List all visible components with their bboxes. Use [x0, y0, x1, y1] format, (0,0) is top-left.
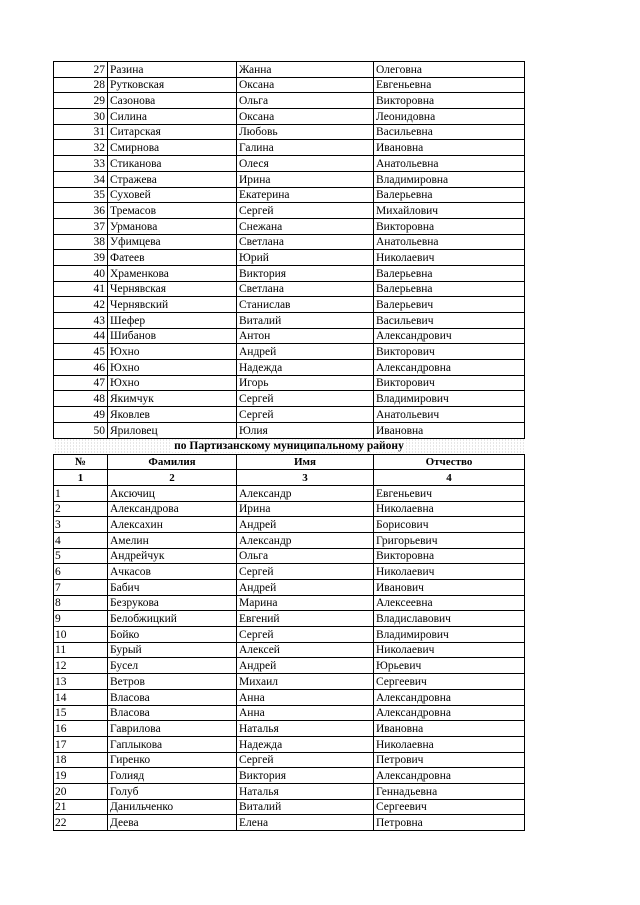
table-row [54, 62, 525, 78]
row-number-cell: 29 [54, 93, 108, 109]
name-cell: Юрий [237, 250, 374, 266]
surname-cell: Шибанов [108, 328, 237, 344]
bottom-table-body [54, 485, 525, 830]
row-number-cell: 5 [54, 548, 108, 564]
row-number-cell: 37 [54, 218, 108, 234]
region-title-text: по Партизанскому муниципальному району [174, 439, 404, 452]
name-cell: Андрей [237, 517, 374, 533]
name-cell: Надежда [237, 736, 374, 752]
row-number-cell: 21 [54, 799, 108, 815]
row-number-cell: 47 [54, 375, 108, 391]
header-row [54, 454, 525, 470]
surname-cell: Бусел [108, 658, 237, 674]
patronymic-cell: Владимировна [374, 171, 525, 187]
patronymic-cell: Олеговна [374, 62, 525, 78]
name-cell: Анна [237, 689, 374, 705]
table-row [54, 313, 525, 329]
column-number-4: 4 [374, 470, 525, 486]
table-row [54, 281, 525, 297]
patronymic-cell: Геннадьевна [374, 783, 525, 799]
name-cell: Галина [237, 140, 374, 156]
name-cell: Любовь [237, 124, 374, 140]
row-number-cell: 4 [54, 532, 108, 548]
row-number-cell: 40 [54, 265, 108, 281]
row-number-cell: 11 [54, 642, 108, 658]
surname-cell: Гаврилова [108, 721, 237, 737]
patronymic-cell: Борисович [374, 517, 525, 533]
row-number-cell: 18 [54, 752, 108, 768]
patronymic-cell: Александрович [374, 328, 525, 344]
table-row [54, 721, 525, 737]
table-row [54, 517, 525, 533]
header-surname: Фамилия [108, 454, 237, 470]
surname-cell: Аксючиц [108, 485, 237, 501]
patronymic-cell: Ивановна [374, 140, 525, 156]
table-row [54, 93, 525, 109]
table-row [54, 265, 525, 281]
name-cell: Сергей [237, 564, 374, 580]
surname-cell: Сазонова [108, 93, 237, 109]
surname-cell: Чернявская [108, 281, 237, 297]
name-cell: Светлана [237, 281, 374, 297]
patronymic-cell: Александровна [374, 689, 525, 705]
table-row [54, 344, 525, 360]
surname-cell: Уфимцева [108, 234, 237, 250]
patronymic-cell: Евгеньевич [374, 485, 525, 501]
header-name: Имя [237, 454, 374, 470]
row-number-cell: 1 [54, 485, 108, 501]
patronymic-cell: Васильевна [374, 124, 525, 140]
row-number-cell: 20 [54, 783, 108, 799]
region-title [54, 438, 525, 454]
patronymic-cell: Александровна [374, 360, 525, 376]
patronymic-cell: Григорьевич [374, 532, 525, 548]
name-cell: Виктория [237, 265, 374, 281]
patronymic-cell: Евгеньевна [374, 77, 525, 93]
name-cell: Елена [237, 815, 374, 831]
name-cell: Андрей [237, 580, 374, 596]
table-row [54, 752, 525, 768]
name-cell: Ирина [237, 501, 374, 517]
row-number-cell: 14 [54, 689, 108, 705]
row-number-cell: 22 [54, 815, 108, 831]
name-cell: Александр [237, 532, 374, 548]
surname-cell: Амелин [108, 532, 237, 548]
surname-cell: Андрейчук [108, 548, 237, 564]
table-row [54, 580, 525, 596]
row-number-cell: 2 [54, 501, 108, 517]
name-cell: Виталий [237, 799, 374, 815]
row-number-cell: 43 [54, 313, 108, 329]
surname-cell: Разина [108, 62, 237, 78]
name-cell: Оксана [237, 77, 374, 93]
name-cell: Ирина [237, 171, 374, 187]
row-number-cell: 30 [54, 109, 108, 125]
name-cell: Снежана [237, 218, 374, 234]
patronymic-cell: Петровна [374, 815, 525, 831]
row-number-cell: 9 [54, 611, 108, 627]
name-cell: Михаил [237, 674, 374, 690]
patronymic-cell: Николаевна [374, 501, 525, 517]
table-row [54, 627, 525, 643]
name-cell: Надежда [237, 360, 374, 376]
row-number-cell: 41 [54, 281, 108, 297]
names-table [53, 61, 525, 831]
name-cell: Антон [237, 328, 374, 344]
column-number-3: 3 [237, 470, 374, 486]
row-number-cell: 33 [54, 156, 108, 172]
name-cell: Андрей [237, 344, 374, 360]
header-number: № [54, 454, 108, 470]
row-number-cell: 50 [54, 422, 108, 438]
name-cell: Светлана [237, 234, 374, 250]
surname-cell: Храменкова [108, 265, 237, 281]
table-row [54, 815, 525, 831]
surname-cell: Смирнова [108, 140, 237, 156]
table-row [54, 532, 525, 548]
row-number-cell: 32 [54, 140, 108, 156]
name-cell: Александр [237, 485, 374, 501]
patronymic-cell: Владимирович [374, 391, 525, 407]
surname-cell: Бурый [108, 642, 237, 658]
row-number-cell: 35 [54, 187, 108, 203]
name-cell: Оксана [237, 109, 374, 125]
table-row [54, 564, 525, 580]
surname-cell: Ачкасов [108, 564, 237, 580]
table-row [54, 140, 525, 156]
table-row [54, 234, 525, 250]
patronymic-cell: Валерьевич [374, 297, 525, 313]
patronymic-cell: Ивановна [374, 422, 525, 438]
row-number-cell: 38 [54, 234, 108, 250]
surname-cell: Стиканова [108, 156, 237, 172]
name-cell: Сергей [237, 203, 374, 219]
row-number-cell: 42 [54, 297, 108, 313]
table-row [54, 218, 525, 234]
surname-cell: Голияд [108, 768, 237, 784]
name-cell: Сергей [237, 391, 374, 407]
table-row [54, 391, 525, 407]
patronymic-cell: Викторовна [374, 93, 525, 109]
name-cell: Екатерина [237, 187, 374, 203]
surname-cell: Бойко [108, 627, 237, 643]
name-cell: Сергей [237, 752, 374, 768]
row-number-cell: 46 [54, 360, 108, 376]
row-number-cell: 28 [54, 77, 108, 93]
document-sheet [53, 61, 524, 831]
row-number-cell: 8 [54, 595, 108, 611]
patronymic-cell: Анатольевич [374, 407, 525, 423]
patronymic-cell: Владиславович [374, 611, 525, 627]
top-table-body [54, 62, 525, 439]
table-row [54, 297, 525, 313]
surname-cell: Якимчук [108, 391, 237, 407]
table-row [54, 187, 525, 203]
surname-cell: Юхно [108, 375, 237, 391]
patronymic-cell: Юрьевич [374, 658, 525, 674]
name-cell: Жанна [237, 62, 374, 78]
surname-cell: Гиренко [108, 752, 237, 768]
column-number-row [54, 470, 525, 486]
patronymic-cell: Викторовна [374, 218, 525, 234]
row-number-cell: 39 [54, 250, 108, 266]
surname-cell: Деева [108, 815, 237, 831]
surname-cell: Яковлев [108, 407, 237, 423]
row-number-cell: 17 [54, 736, 108, 752]
patronymic-cell: Александровна [374, 768, 525, 784]
surname-cell: Гаплыкова [108, 736, 237, 752]
patronymic-cell: Александровна [374, 705, 525, 721]
row-number-cell: 31 [54, 124, 108, 140]
table-row [54, 768, 525, 784]
patronymic-cell: Михайлович [374, 203, 525, 219]
region-section [54, 438, 525, 485]
surname-cell: Силина [108, 109, 237, 125]
surname-cell: Данильченко [108, 799, 237, 815]
surname-cell: Безрукова [108, 595, 237, 611]
surname-cell: Ситарская [108, 124, 237, 140]
table-row [54, 156, 525, 172]
row-number-cell: 45 [54, 344, 108, 360]
name-cell: Андрей [237, 658, 374, 674]
table-row [54, 360, 525, 376]
name-cell: Сергей [237, 627, 374, 643]
table-row [54, 674, 525, 690]
patronymic-cell: Валерьевна [374, 281, 525, 297]
row-number-cell: 49 [54, 407, 108, 423]
row-number-cell: 10 [54, 627, 108, 643]
surname-cell: Тремасов [108, 203, 237, 219]
table-row [54, 407, 525, 423]
row-number-cell: 13 [54, 674, 108, 690]
table-row [54, 705, 525, 721]
name-cell: Олеся [237, 156, 374, 172]
row-number-cell: 36 [54, 203, 108, 219]
name-cell: Юлия [237, 422, 374, 438]
name-cell: Анна [237, 705, 374, 721]
table-row [54, 611, 525, 627]
patronymic-cell: Леонидовна [374, 109, 525, 125]
name-cell: Виктория [237, 768, 374, 784]
table-row [54, 124, 525, 140]
table-row [54, 501, 525, 517]
name-cell: Наталья [237, 783, 374, 799]
patronymic-cell: Алексеевна [374, 595, 525, 611]
table-row [54, 799, 525, 815]
row-number-cell: 19 [54, 768, 108, 784]
surname-cell: Яриловец [108, 422, 237, 438]
patronymic-cell: Викторович [374, 375, 525, 391]
name-cell: Станислав [237, 297, 374, 313]
table-row [54, 485, 525, 501]
surname-cell: Власова [108, 689, 237, 705]
name-cell: Алексей [237, 642, 374, 658]
row-number-cell: 15 [54, 705, 108, 721]
table-row [54, 203, 525, 219]
row-number-cell: 16 [54, 721, 108, 737]
surname-cell: Власова [108, 705, 237, 721]
table-row [54, 658, 525, 674]
row-number-cell: 6 [54, 564, 108, 580]
header-patronymic: Отчество [374, 454, 525, 470]
surname-cell: Рутковская [108, 77, 237, 93]
table-row [54, 375, 525, 391]
surname-cell: Ветров [108, 674, 237, 690]
row-number-cell: 44 [54, 328, 108, 344]
patronymic-cell: Николаевич [374, 642, 525, 658]
patronymic-cell: Викторович [374, 344, 525, 360]
table-row [54, 736, 525, 752]
table-row [54, 783, 525, 799]
surname-cell: Голуб [108, 783, 237, 799]
patronymic-cell: Анатольевна [374, 156, 525, 172]
table-row [54, 595, 525, 611]
patronymic-cell: Анатольевна [374, 234, 525, 250]
patronymic-cell: Николаевна [374, 736, 525, 752]
row-number-cell: 7 [54, 580, 108, 596]
surname-cell: Стражева [108, 171, 237, 187]
patronymic-cell: Николаевич [374, 250, 525, 266]
row-number-cell: 48 [54, 391, 108, 407]
name-cell: Марина [237, 595, 374, 611]
table-row [54, 548, 525, 564]
patronymic-cell: Валерьевна [374, 187, 525, 203]
patronymic-cell: Валерьевна [374, 265, 525, 281]
table-row [54, 642, 525, 658]
patronymic-cell: Васильевич [374, 313, 525, 329]
name-cell: Наталья [237, 721, 374, 737]
surname-cell: Юхно [108, 344, 237, 360]
region-title-row [54, 438, 525, 454]
table-row [54, 109, 525, 125]
table-row [54, 422, 525, 438]
name-cell: Ольга [237, 93, 374, 109]
name-cell: Евгений [237, 611, 374, 627]
patronymic-cell: Сергеевич [374, 799, 525, 815]
patronymic-cell: Ивановна [374, 721, 525, 737]
name-cell: Игорь [237, 375, 374, 391]
surname-cell: Урманова [108, 218, 237, 234]
surname-cell: Александрова [108, 501, 237, 517]
patronymic-cell: Викторовна [374, 548, 525, 564]
row-number-cell: 27 [54, 62, 108, 78]
table-row [54, 250, 525, 266]
name-cell: Ольга [237, 548, 374, 564]
surname-cell: Юхно [108, 360, 237, 376]
patronymic-cell: Петрович [374, 752, 525, 768]
surname-cell: Суховей [108, 187, 237, 203]
table-row [54, 689, 525, 705]
row-number-cell: 3 [54, 517, 108, 533]
surname-cell: Алексахин [108, 517, 237, 533]
table-row [54, 171, 525, 187]
column-number-2: 2 [108, 470, 237, 486]
patronymic-cell: Иванович [374, 580, 525, 596]
surname-cell: Чернявский [108, 297, 237, 313]
name-cell: Виталий [237, 313, 374, 329]
patronymic-cell: Сергеевич [374, 674, 525, 690]
patronymic-cell: Владимирович [374, 627, 525, 643]
surname-cell: Белобжицкий [108, 611, 237, 627]
surname-cell: Фатеев [108, 250, 237, 266]
surname-cell: Бабич [108, 580, 237, 596]
name-cell: Сергей [237, 407, 374, 423]
patronymic-cell: Николаевич [374, 564, 525, 580]
row-number-cell: 34 [54, 171, 108, 187]
row-number-cell: 12 [54, 658, 108, 674]
table-row [54, 77, 525, 93]
table-row [54, 328, 525, 344]
surname-cell: Шефер [108, 313, 237, 329]
column-number-1: 1 [54, 470, 108, 486]
